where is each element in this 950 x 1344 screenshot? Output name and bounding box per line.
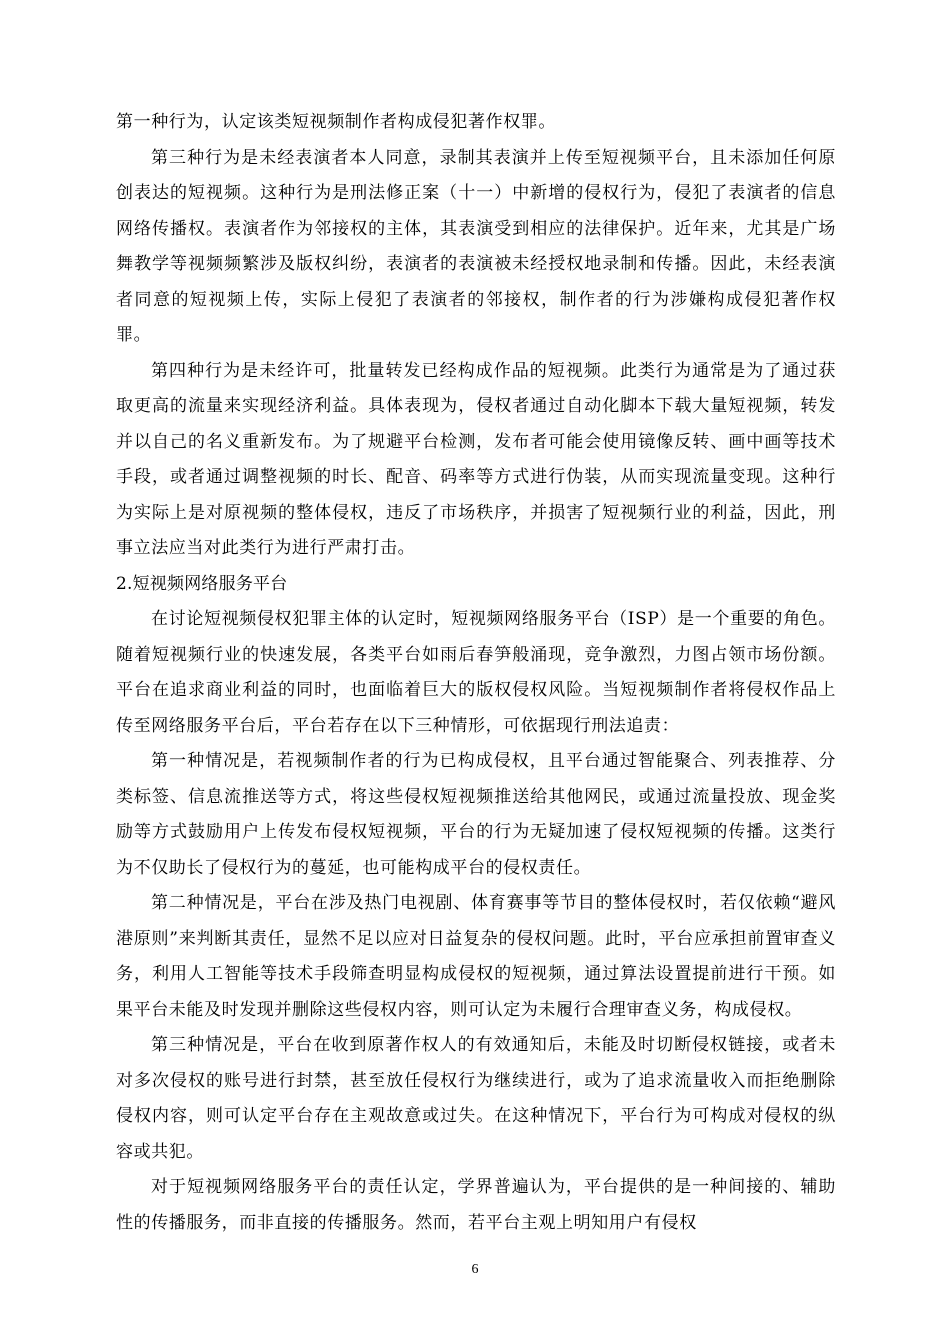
- paragraph-4: 在讨论短视频侵权犯罪主体的认定时，短视频网络服务平台（ISP）是一个重要的角色。随着短视频行业的快速发展，各类平台如雨后春笋般涌现，竞争激烈，力图占领市场份额。平台在追求商业利益的同时，也面临着巨大的版权侵权风险。当短视频制作者将侵权作品上传至网络服务平台后，平台若存在以下三种情形，可依据现行刑法追责：: [116, 609, 836, 736]
- paragraph-8: 对于短视频网络服务平台的责任认定，学界普遍认为，平台提供的是一种间接的、辅助性的传播服务，而非直接的传播服务。然而，若平台主观上明知用户有侵权: [116, 1177, 836, 1233]
- page-body: [116, 105, 836, 1241]
- paragraph-2: 第三种行为是未经表演者本人同意，录制其表演并上传至短视频平台，且未添加任何原创表达的短视频。这种行为是刑法修正案（十一）中新增的侵权行为，侵犯了表演者的信息网络传播权。表演者作为邻接权的主体，其表演受到相应的法律保护。近年来，尤其是广场舞教学等视频频繁涉及版权纠纷，表演者的表演被未经授权地录制和传播。因此，未经表演者同意的短视频上传，实际上侵犯了表演者的邻接权，制作者的行为涉嫌构成侵犯著作权罪。: [116, 147, 836, 345]
- paragraph-1: 第一种行为，认定该类短视频制作者构成侵犯著作权罪。: [116, 112, 556, 132]
- paragraph-5: 第一种情况是，若视频制作者的行为已构成侵权，且平台通过智能聚合、列表推荐、分类标签、信息流推送等方式，将这些侵权短视频推送给其他网民，或通过流量投放、现金奖励等方式鼓励用户上传发布侵权短视频，平台的行为无疑加速了侵权短视频的传播。这类行为不仅助长了侵权行为的蔓延，也可能构成平台的侵权责任。: [116, 751, 836, 878]
- paragraph-6: 第二种情况是，平台在涉及热门电视剧、体育赛事等节目的整体侵权时，若仅依赖“避风港原则”来判断其责任，显然不足以应对日益复杂的侵权问题。此时，平台应承担前置审查义务，利用人工智能等技术手段筛查明显构成侵权的短视频，通过算法设置提前进行干预。如果平台未能及时发现并删除这些侵权内容，则可认定为未履行合理审查义务，构成侵权。: [116, 893, 836, 1020]
- paragraph-3: 第四种行为是未经许可，批量转发已经构成作品的短视频。此类行为通常是为了通过获取更高的流量来实现经济利益。具体表现为，侵权者通过自动化脚本下载大量短视频，转发并以自己的名义重新发布。为了规避平台检测，发布者可能会使用镜像反转、画中画等技术手段，或者通过调整视频的时长、配音、码率等方式进行伪装，从而实现流量变现。这种行为实际上是对原视频的整体侵权，违反了市场秩序，并损害了短视频行业的利益，因此，刑事立法应当对此类行为进行严肃打击。: [116, 360, 836, 558]
- section-heading: 2.短视频网络服务平台: [116, 573, 288, 594]
- page-number: 6: [471, 1262, 479, 1277]
- paragraph-7: 第三种情况是，平台在收到原著作权人的有效通知后，未能及时切断侵权链接，或者未对多次侵权的账号进行封禁，甚至放任侵权行为继续进行，或为了追求流量收入而拒绝删除侵权内容，则可认定平台存在主观故意或过失。在这种情况下，平台行为可构成对侵权的纵容或共犯。: [116, 1035, 836, 1162]
